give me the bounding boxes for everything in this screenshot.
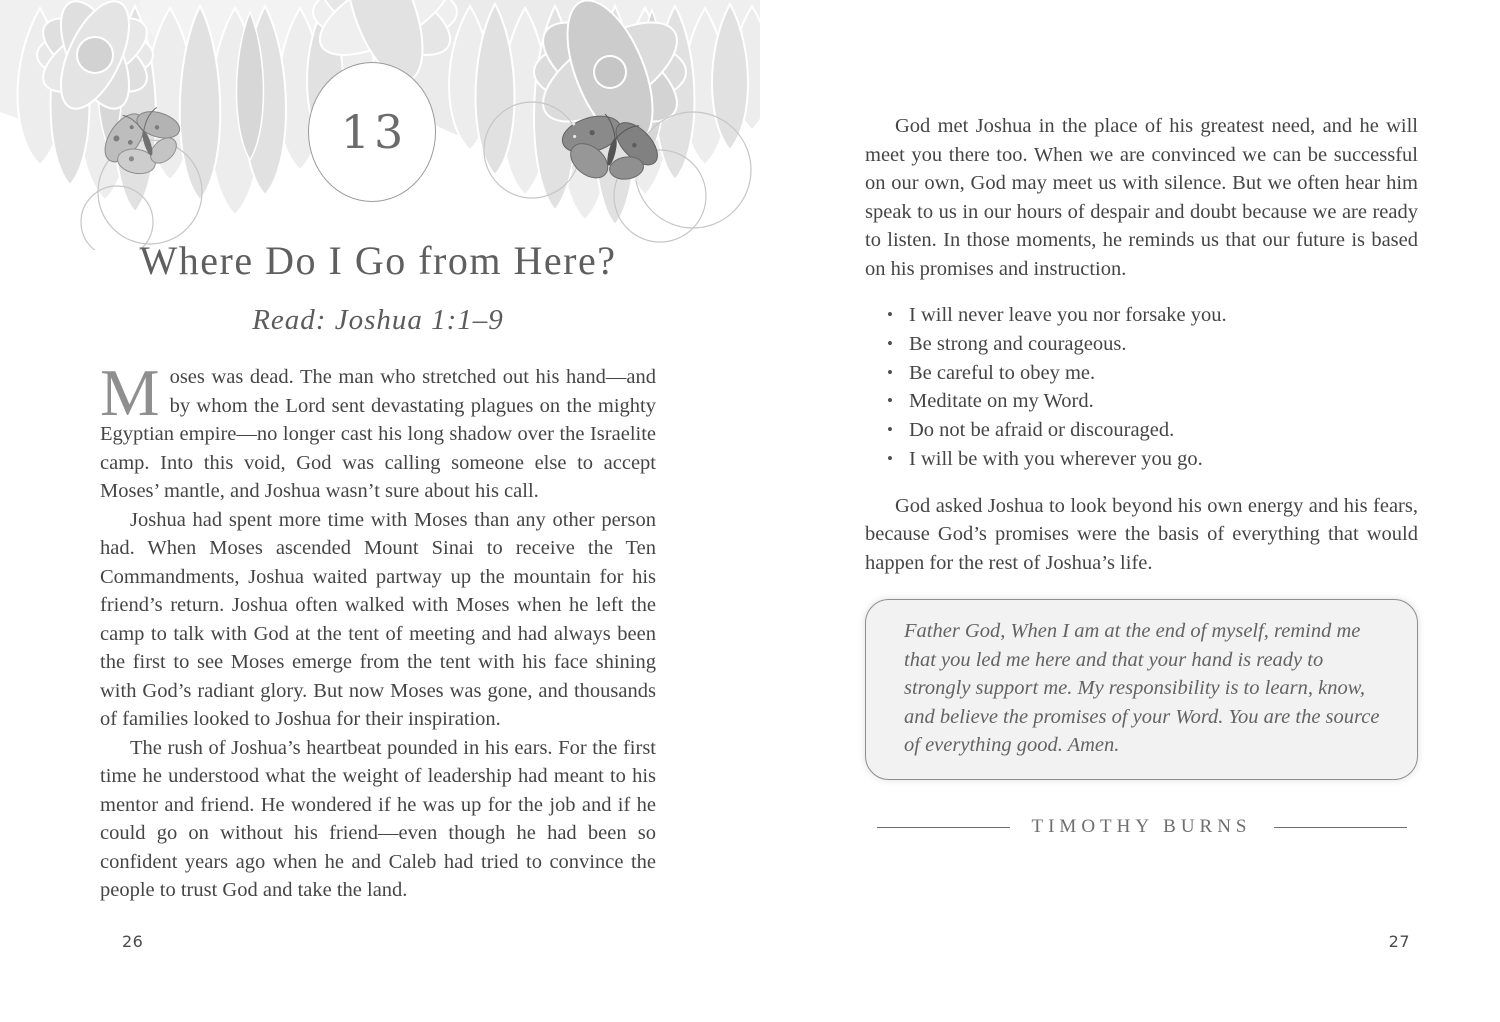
chapter-number-badge: [308, 62, 436, 202]
drop-cap: M: [100, 356, 160, 430]
divider-rule-right: [1274, 827, 1407, 828]
paragraph: [100, 356, 656, 506]
author-name: TIMOTHY BURNS: [1031, 815, 1252, 837]
prayer-card: [865, 599, 1418, 780]
right-page-content: [865, 112, 1418, 841]
right-page: [750, 0, 1500, 1022]
read-reference: Read: Joshua 1:1–9: [252, 304, 504, 336]
prayer-text: Father God, When I am at the end of myself, remind me that you led me here and that your hand is ready to strongly support me. My responsibility is to learn, know, and believe the promises of your Word. You are the source of everything good. Amen.: [904, 620, 1380, 757]
divider-rule-left: [877, 827, 1010, 828]
list-item: • I will be with you wherever you go.: [909, 445, 1418, 474]
paragraph-text: oses was dead. The man who stretched out his hand—and by whom the Lord sent devastating plagues on the mighty Egyptian empire—no longer cast his long shadow over the Israelite camp. Into this void, God was calling someone else to accept Moses’ mantle, and Joshua wasn’t sure about his call.: [100, 366, 656, 502]
page-number: 26: [122, 932, 144, 951]
page-number: 27: [1388, 932, 1410, 951]
floral-header: [0, 0, 760, 250]
list-item: • Do not be afraid or discouraged.: [909, 416, 1418, 445]
promise-list: [865, 301, 1418, 474]
list-item: • Meditate on my Word.: [909, 387, 1418, 416]
list-item: • Be strong and courageous.: [909, 330, 1418, 359]
body-text: [100, 356, 656, 905]
chapter-number: 13: [340, 105, 408, 159]
author-divider: [865, 813, 1418, 842]
paragraph: God asked Joshua to look beyond his own energy and his fears, because God’s promises were the basis of everything that would happen for the rest of Joshua’s life.: [865, 494, 1418, 574]
list-item: • Be careful to obey me.: [909, 359, 1418, 388]
page-title: Where Do I Go from Here?: [139, 238, 617, 283]
paragraph: The rush of Joshua’s heartbeat pounded in his ears. For the first time he understood what the weight of leadership had meant to his mentor and friend. He wondered if he was up for the job and if he could go on without his friend—even though he had been so confident years ago when he and Caleb had tried to convince the people to trust God and take the land.: [100, 736, 656, 901]
left-page-content: [100, 238, 656, 905]
paragraph: Joshua had spent more time with Moses than any other person had. When Moses ascended Mount Sinai to receive the Ten Commandments, Joshua waited partway up the mountain for his friend’s return. Joshua often walked with Moses when he left the camp to talk with God at the tent of meeting and had always been the first to see Moses emerge from the tent with his face shining with God’s radiant glory. But now Moses was gone, and thousands of families looked to Joshua for their inspiration.: [100, 508, 656, 730]
list-item: • I will never leave you nor forsake you.: [909, 301, 1418, 330]
paragraph: God met Joshua in the place of his greatest need, and he will meet you there too. When we are convinced we can be successful on our own, God may meet us with silence. But we often hear him speak to us in our hours of despair and doubt because we are ready to listen. In those moments, he reminds us that our future is based on his promises and instruction.: [865, 115, 1418, 280]
